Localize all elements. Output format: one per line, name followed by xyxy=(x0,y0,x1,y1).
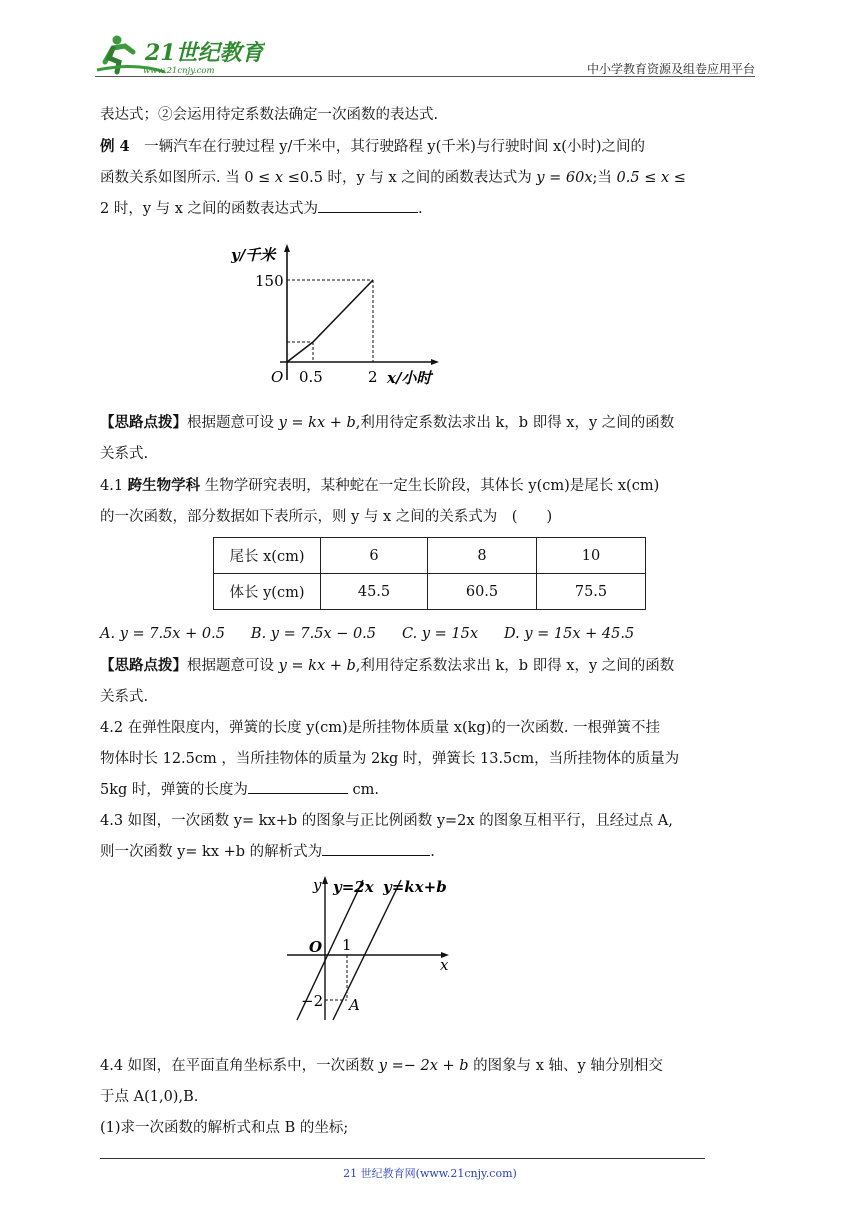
text: 根据题意可设 xyxy=(187,658,279,674)
footer-divider xyxy=(100,1158,705,1159)
table-cell: 8 xyxy=(428,538,537,574)
text: ≤0.5 时，y 与 x 之间的函数表达式为 xyxy=(283,170,537,186)
point-a-label: A xyxy=(349,996,360,1014)
text: ;当 xyxy=(592,170,617,186)
text: ,利用待定系数法求出 k，b 即得 x，y 之间的函数 xyxy=(355,658,675,674)
page-header xyxy=(95,30,755,78)
hint-label: 【思路点拨】 xyxy=(100,657,187,674)
y-tick-neg2: −2 xyxy=(301,992,324,1010)
text: 5kg 时，弹簧的长度为 xyxy=(100,782,248,798)
table-cell: 尾长 x(cm) xyxy=(214,538,321,574)
text: 2 时，y 与 x 之间的函数表达式为 xyxy=(100,201,319,217)
table-row xyxy=(214,538,646,574)
table-cell: 60.5 xyxy=(428,574,537,610)
hint1-line2: 关系式. xyxy=(100,446,149,462)
line1-label: y=2x xyxy=(333,878,374,896)
text: 4.1 xyxy=(100,478,128,494)
distance-time-figure xyxy=(225,240,445,395)
hint2-line2: 关系式. xyxy=(100,689,149,705)
text: 的图象与 x 轴、y 轴分别相交 xyxy=(468,1058,663,1074)
option-c[interactable]: C. y = 15x xyxy=(402,626,479,642)
math: y = 60x xyxy=(536,170,593,186)
x-axis-arrow xyxy=(431,359,439,365)
option-a[interactable]: A. y = 7.5x + 0.5 xyxy=(100,626,225,642)
option-b[interactable]: B. y = 7.5x − 0.5 xyxy=(250,626,377,642)
math: y = kx + b xyxy=(278,415,356,431)
text: 生物学研究表明，某种蛇在一定生长阶段，其体长 y(cm)是尾长 x(cm) xyxy=(200,478,660,494)
text: cm. xyxy=(347,782,379,798)
logo-url: www.21cnjy.com xyxy=(143,66,215,76)
y-tick-150: 150 xyxy=(255,272,284,290)
objective-line: 表达式；②会运用待定系数法确定一次函数的表达式. xyxy=(100,107,439,123)
example4-text: 一辆汽车在行驶过程 y/千米中，其行驶路程 y(千米)与行驶时间 x(小时)之间的 xyxy=(144,139,646,155)
platform-name: 中小学教育资源及组卷应用平台 xyxy=(586,62,755,76)
math: y =− 2x + b xyxy=(378,1058,469,1074)
x-axis-label: x xyxy=(440,956,449,974)
hint1-line1 xyxy=(100,407,760,439)
hint-label: 【思路点拨】 xyxy=(100,414,187,431)
line2-label: y=kx+b xyxy=(383,878,447,896)
text: 4.4 如图，在平面直角坐标系中，一次函数 xyxy=(100,1058,379,1074)
q44-line2: 于点 A(1,0),B. xyxy=(100,1089,199,1105)
segment-2 xyxy=(313,280,373,342)
x-tick-1: 1 xyxy=(342,936,352,954)
y-axis-arrow xyxy=(322,876,328,884)
header-divider xyxy=(95,76,755,77)
q41-options xyxy=(100,619,760,650)
q43-line2 xyxy=(100,837,760,868)
table-cell: 45.5 xyxy=(321,574,428,610)
segment-1 xyxy=(287,342,313,362)
text: 则一次函数 y= kx +b 的解析式为 xyxy=(100,844,323,860)
text: 函数关系如图所示. 当 0 ≤ xyxy=(100,170,275,186)
footer-link[interactable]: 21 世纪教育网(www.21cnjy.com) xyxy=(343,1167,517,1180)
q42-line3 xyxy=(100,775,760,806)
math: 0.5 ≤ x ≤ xyxy=(616,170,686,186)
answer-blank[interactable] xyxy=(322,839,430,856)
q44-line1 xyxy=(100,1051,760,1082)
math: x xyxy=(274,170,284,186)
q42-line2: 物体时长 12.5cm ，当所挂物体的质量为 2kg 时，弹簧长 13.5cm，当所挂物体的质量为 xyxy=(100,751,680,767)
text: . xyxy=(418,201,423,217)
hint2-line1 xyxy=(100,650,760,682)
y-axis-label: y/千米 xyxy=(231,246,276,264)
x-tick-05: 0.5 xyxy=(299,368,323,386)
text: 根据题意可设 xyxy=(187,415,279,431)
origin-label: O xyxy=(309,938,323,956)
text: ,利用待定系数法求出 k，b 即得 x，y 之间的函数 xyxy=(355,415,675,431)
table-cell: 6 xyxy=(321,538,428,574)
example4-line1 xyxy=(100,131,760,163)
example-label: 例 4 xyxy=(100,138,130,155)
x-tick-2: 2 xyxy=(368,368,378,386)
logo xyxy=(95,32,265,76)
q42-line1: 4.2 在弹性限度内，弹簧的长度 y(cm)是所挂物体质量 x(kg)的一次函数. 一根弹簧不挂 xyxy=(100,720,661,736)
table-row xyxy=(214,574,646,610)
q41-line2: 的一次函数，部分数据如下表所示，则 y 与 x 之间的关系式为 ( ) xyxy=(100,509,553,525)
y-axis-arrow xyxy=(284,244,290,252)
y-axis-label: y xyxy=(313,876,322,894)
answer-blank[interactable] xyxy=(248,777,348,794)
logo-text: 21世纪教育 xyxy=(145,40,264,66)
table-cell: 10 xyxy=(537,538,646,574)
q43-line1: 4.3 如图，一次函数 y= kx+b 的图象与正比例函数 y=2x 的图象互相平行，且经过点 A, xyxy=(100,813,673,829)
parallel-lines-figure xyxy=(285,872,455,1022)
table-cell: 75.5 xyxy=(537,574,646,610)
answer-blank[interactable] xyxy=(318,196,418,213)
origin-label: O xyxy=(271,368,284,386)
example4-line2 xyxy=(100,163,760,194)
subject-tag: 跨生物学科 xyxy=(127,477,201,494)
table-cell: 体长 y(cm) xyxy=(214,574,321,610)
text: . xyxy=(430,844,435,860)
data-table xyxy=(213,537,646,610)
q41-line1 xyxy=(100,470,760,502)
x-axis-label: x/小时 xyxy=(387,369,432,387)
math: y = kx + b xyxy=(278,658,356,674)
q44-line3: (1)求一次函数的解析式和点 B 的坐标; xyxy=(100,1120,349,1136)
option-d[interactable]: D. y = 15x + 45.5 xyxy=(504,626,635,642)
example4-line3 xyxy=(100,194,760,225)
